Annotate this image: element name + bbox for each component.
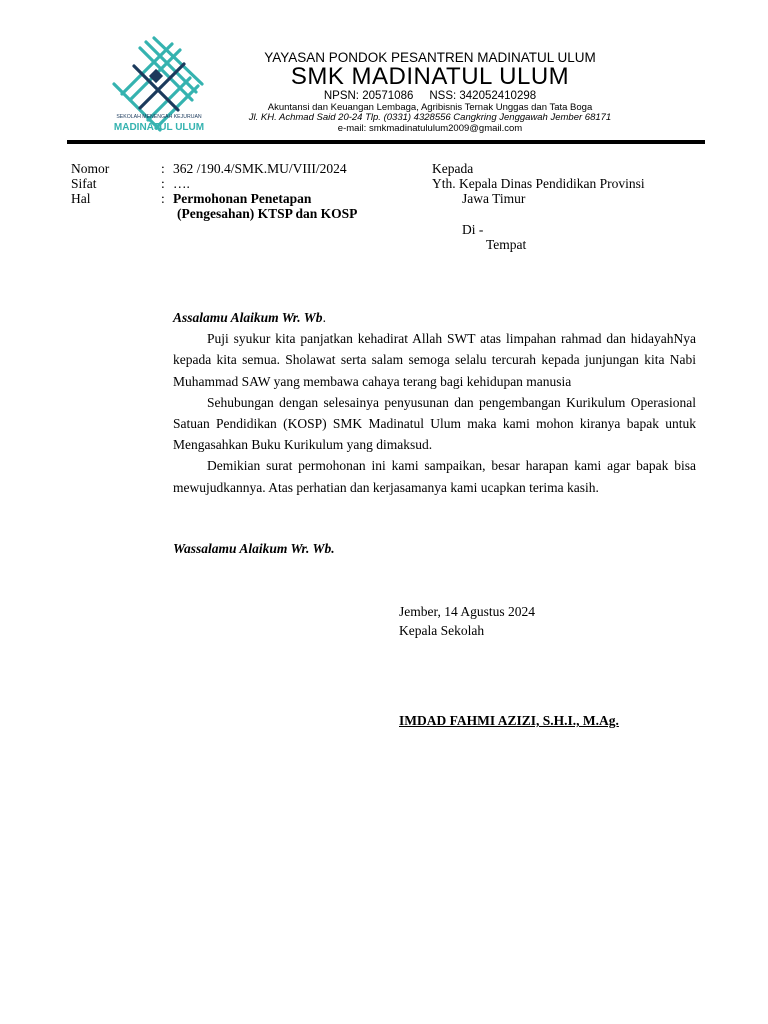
greeting-text: Assalamu Alaikum Wr. Wb	[173, 310, 323, 325]
logo-school-name: MADINATUL ULUM	[113, 122, 205, 133]
signer-name: IMDAD FAHMI AZIZI, S.H.I., M.Ag.	[399, 713, 619, 728]
recipient-line1: Yth. Kepala Dinas Pendidikan Provinsi	[432, 176, 645, 191]
greeting	[173, 307, 696, 328]
school-address: Jl. KH. Achmad Said 20-24 Tlp. (0331) 4328556 Cangkring Jenggawah Jember 68171	[248, 112, 612, 123]
hal-value-line1: Permohonan Penetapan	[173, 191, 312, 206]
nomor-value: 362 /190.4/SMK.MU/VIII/2024	[173, 161, 347, 176]
letter-body	[173, 307, 696, 498]
sifat-colon: :	[161, 176, 165, 191]
hal-label: Hal	[71, 191, 91, 206]
sifat-value: ….	[173, 176, 190, 191]
recipient-di: Di -	[462, 222, 484, 237]
recipient-kepada: Kepada	[432, 161, 474, 176]
paragraph-1: Puji syukur kita panjatkan kehadirat Allah SWT atas limpahan rahmad dan hidayahNya kepada kita semua. Sholawat serta salam semoga selalu tercurah kepada junjungan kita Nabi Muhammad SAW yang membawa cahaya terang bagi kehidupan manusia	[173, 331, 696, 389]
paragraph-2: Sehubungan dengan selesainya penyusunan dan pengembangan Kurikulum Operasional Satuan Pendidikan (KOSP) SMK Madinatul Ulum maka kami mohon kiranya bapak untuk Mengasahkan Buku Kurikulum yang dimaksud.	[173, 394, 696, 453]
school-name: SMK MADINATUL ULUM	[290, 63, 570, 90]
recipient-tempat: Tempat	[486, 237, 527, 252]
letterhead-divider	[67, 140, 705, 144]
school-logo	[104, 34, 214, 138]
closing-salutation: Wassalamu Alaikum Wr. Wb.	[173, 541, 335, 556]
hal-value-line2: (Pengesahan) KTSP dan KOSP	[177, 206, 358, 221]
sifat-label: Sifat	[71, 176, 97, 191]
school-ids: NPSN: 20571086 NSS: 342052410298	[323, 90, 537, 102]
greeting-period: .	[322, 310, 326, 325]
hal-colon: :	[161, 191, 165, 206]
recipient-line2: Jawa Timur	[462, 191, 526, 206]
nomor-label: Nomor	[71, 161, 110, 176]
school-programs: Akuntansi dan Keuangan Lembaga, Agribisnis Ternak Unggas dan Tata Boga	[267, 102, 593, 113]
paragraph-3: Demikian surat permohonan ini kami sampaikan, besar harapan kami agar bapak bisa mewujudkannya. Atas perhatian dan kerjasamanya kami ucapkan terima kasih.	[173, 458, 696, 495]
logo-caption: SEKOLAH MENENGAH KEJURUAN	[116, 114, 202, 120]
place-date: Jember, 14 Agustus 2024	[399, 604, 535, 619]
foundation-name: YAYASAN PONDOK PESANTREN MADINATUL ULUM	[264, 50, 596, 65]
school-email: e-mail: smkmadinatululum2009@gmail.com	[337, 123, 523, 134]
signer-position: Kepala Sekolah	[399, 623, 485, 638]
nomor-colon: :	[161, 161, 165, 176]
